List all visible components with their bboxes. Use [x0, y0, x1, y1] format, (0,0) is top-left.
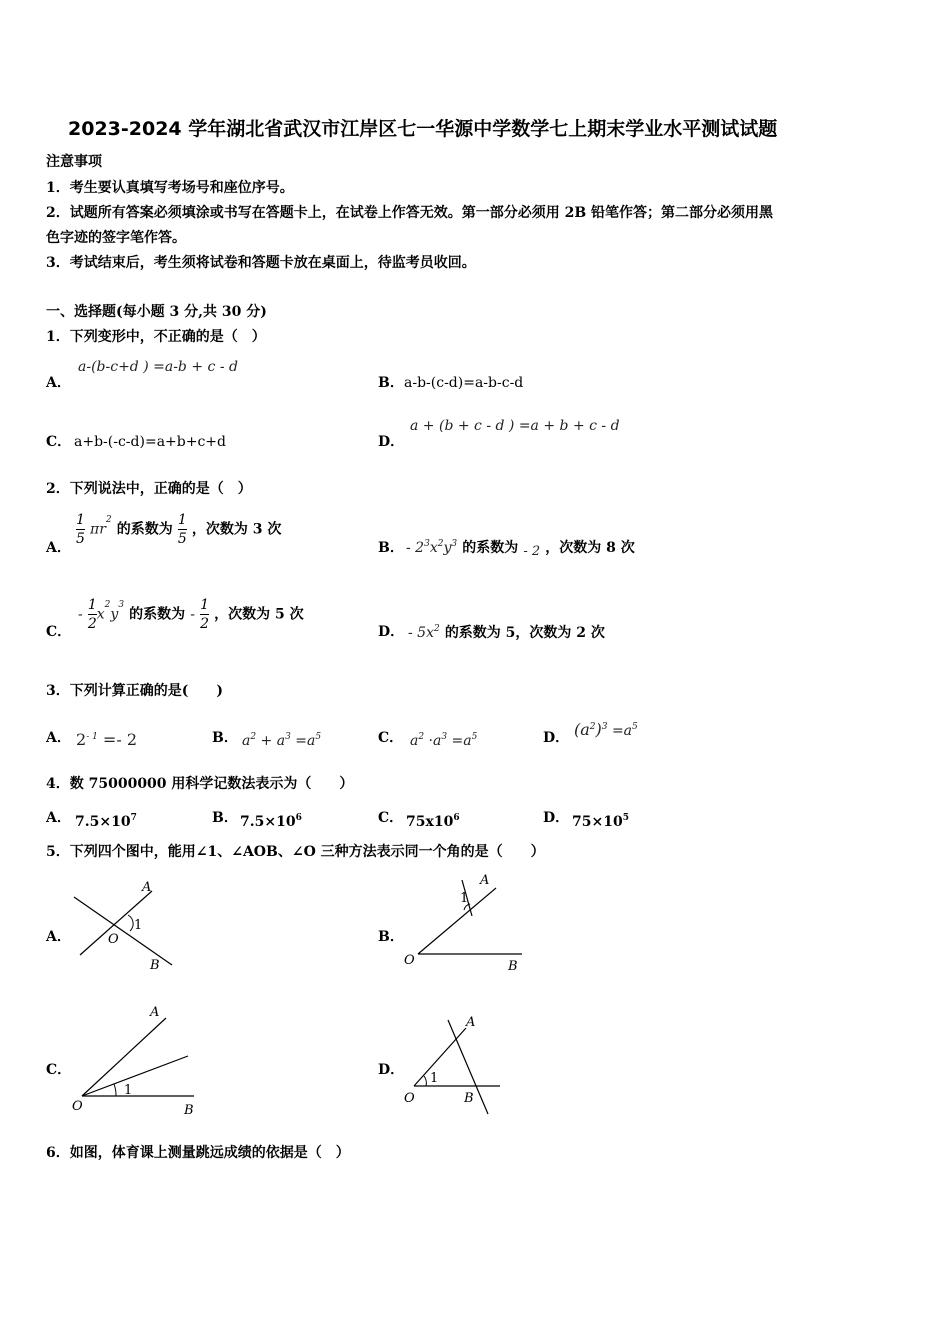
option-text: $75\times 10^5$: [572, 813, 629, 830]
option-label: B．: [378, 540, 404, 556]
question-stem: 2．下列说法中，正确的是（ ）: [46, 481, 252, 497]
point-label: A: [466, 1015, 476, 1030]
option-math: a + (b + c - d ) =a + b + c - d: [410, 418, 620, 434]
page-title: 2023-2024 学年湖北省武汉市江岸区七一华源中学数学七上期末学业水平测试试题: [68, 118, 778, 140]
fraction: $\frac{1}{2}$: [87, 597, 97, 632]
point-label: O: [72, 1099, 83, 1114]
option-label: C．: [378, 730, 404, 746]
notice-heading: 注意事项: [46, 154, 102, 170]
option-text: $7.5\times 10^7$: [75, 813, 137, 830]
option-label: C．: [46, 624, 72, 640]
option-label: A．: [46, 540, 71, 556]
angle-label: 1: [134, 918, 143, 933]
option-text: a-b-(c-d)=a-b-c-d: [404, 375, 524, 391]
point-label: O: [404, 1091, 415, 1106]
option-a-expression: $2^{- 1} =- 2$: [76, 730, 137, 749]
option-c-expression: - $\frac{1}{2}$ $x^2y^3$ 的系数为 - $\frac{1}{2}$ ，次数为 5 次: [78, 597, 304, 632]
notice-item: 色字迹的签字笔作答。: [46, 230, 186, 246]
option-label: B．: [212, 730, 238, 746]
option-b-expression: - $2^3x^2y^3$ 的系数为 - 2 ，次数为 8 次: [406, 539, 635, 559]
question-stem: 1．下列变形中，不正确的是（ ）: [46, 329, 266, 345]
point-label: B: [464, 1091, 474, 1106]
option-text: a+b-(-c-d)=a+b+c+d: [74, 434, 226, 450]
point-label: A: [150, 1005, 160, 1020]
point-label: O: [108, 932, 119, 947]
option-c-expression: $a^2 \cdot a^3 =a^5$: [410, 732, 478, 749]
question-stem: 6．如图，体育课上测量跳远成绩的依据是（ ）: [46, 1145, 350, 1161]
option-label: D．: [378, 1062, 405, 1078]
option-math: a-(b-c+d ) =a-b + c - d: [78, 359, 238, 375]
question-stem: 3．下列计算正确的是( ): [46, 683, 223, 699]
angle-label: 1: [460, 891, 469, 906]
figure-b: [400, 870, 530, 975]
option-label: B．: [378, 375, 404, 391]
angle-label: 1: [124, 1083, 133, 1098]
fraction: $\frac{1}{5}$: [76, 512, 85, 547]
figure-c: [70, 1002, 200, 1117]
option-d-expression: - $5x^2$ 的系数为 5，次数为 2 次: [408, 624, 605, 641]
option-a-expression: $\frac{1}{5}$ $\pi r^2$ 的系数为 $\frac{1}{5}$ ，次数为 3 次: [76, 512, 282, 547]
point-label: B: [508, 959, 518, 974]
option-b-expression: $a^2 + a^3 =a^5$: [242, 732, 322, 749]
option-label: D．: [378, 624, 405, 640]
option-label: D．: [543, 810, 570, 826]
fraction: $\frac{1}{5}$: [177, 512, 187, 547]
option-label: D．: [543, 730, 570, 746]
fraction: $\frac{1}{2}$: [200, 597, 209, 632]
notice-item: 1．考生要认真填写考场号和座位序号。: [46, 180, 294, 196]
option-label: C．: [46, 1062, 72, 1078]
notice-item: 2．试题所有答案必须填涂或书写在答题卡上，在试卷上作答无效。第一部分必须用 2B 铅笔作答；第二部分必须用黑: [46, 205, 774, 221]
option-label: A．: [46, 929, 71, 945]
figure-a: [70, 875, 180, 975]
option-label: A．: [46, 810, 71, 826]
option-label: C．: [46, 434, 72, 450]
option-d-expression: $(a^2)^3 =a^5$: [574, 720, 638, 739]
question-stem: 4．数 75000000 用科学记数法表示为（ ）: [46, 776, 354, 792]
option-text: $75x10^6$: [406, 813, 460, 830]
option-text: $7.5\times 10^6$: [240, 813, 302, 830]
option-label: D．: [378, 434, 405, 450]
point-label: O: [404, 953, 415, 968]
point-label: B: [184, 1103, 194, 1117]
question-stem: 5．下列四个图中，能用∠1、∠AOB、∠O 三种方法表示同一个角的是（ ）: [46, 844, 545, 860]
point-label: B: [150, 958, 160, 973]
section-heading: 一、选择题(每小题 3 分,共 30 分): [46, 304, 267, 320]
option-label: B．: [378, 929, 404, 945]
point-label: A: [480, 873, 490, 888]
option-label: A．: [46, 375, 71, 391]
option-label: A．: [46, 730, 71, 746]
notice-item: 3．考试结束后，考生须将试卷和答题卡放在桌面上，待监考员收回。: [46, 255, 476, 271]
option-label: C．: [378, 810, 404, 826]
option-label: B．: [212, 810, 238, 826]
figure-d: [400, 1010, 510, 1120]
point-label: A: [142, 880, 152, 895]
angle-label: 1: [430, 1071, 439, 1086]
